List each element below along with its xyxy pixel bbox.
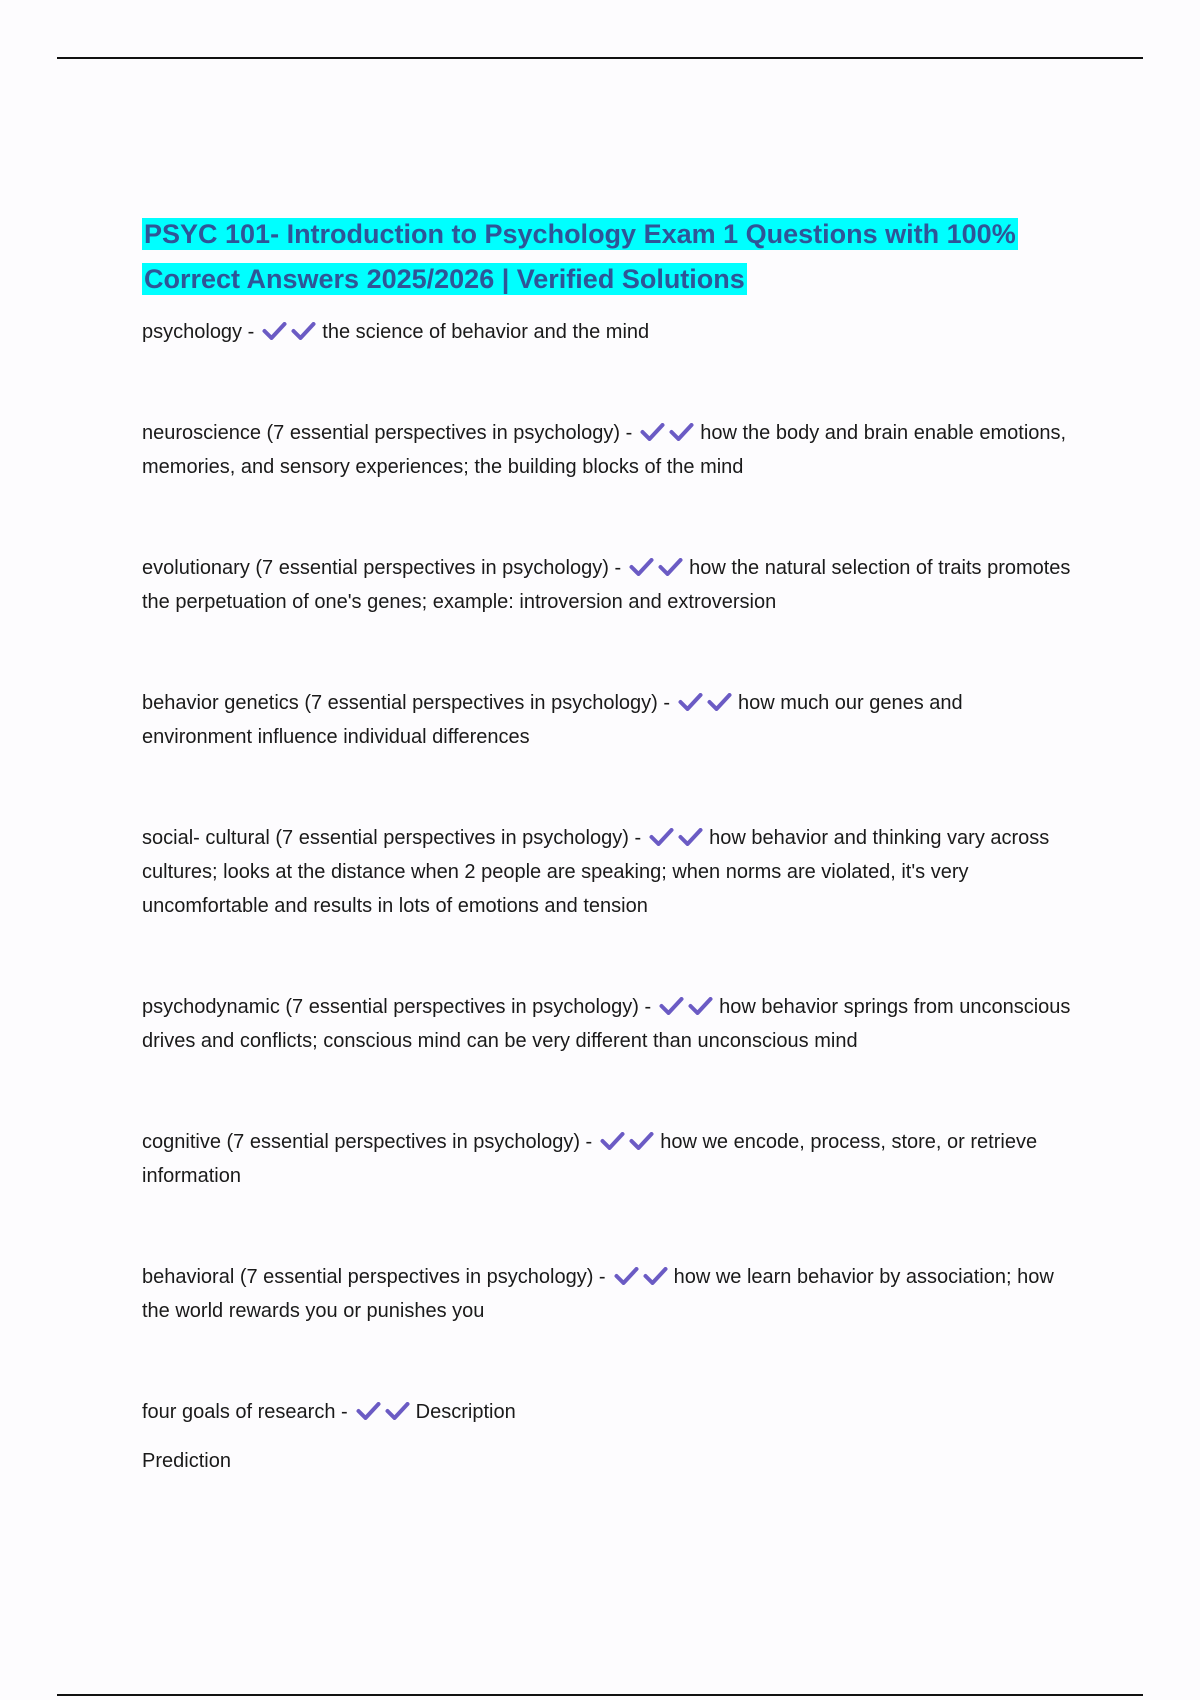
term: social- cultural (7 essential perspectives in psychology) - [142,827,642,849]
definition-continued: Prediction [142,1450,231,1472]
definition: how the body and brain enable emotions, memories, and sensory experiences; the building blocks of the mind [142,422,1067,478]
term: evolutionary (7 essential perspectives in psychology) - [142,557,622,579]
checkmark-icon [600,1132,625,1150]
definition: how we learn behavior by association; how the world rewards you or punishes you [142,1266,1054,1322]
definition: how behavior and thinking vary across cultures; looks at the distance when 2 people are speaking; when norms are violated, it's very uncomfortable and results in lots of emotions and tension [142,827,1050,917]
checkmarks [638,422,696,444]
qa-entry [142,1125,1072,1193]
checkmarks [647,827,705,849]
checkmark-icon [658,558,683,576]
qa-line [142,821,1072,923]
term: neuroscience (7 essential perspectives in psychology) - [142,422,633,444]
checkmark-icon [356,1402,381,1420]
checkmarks [627,557,685,579]
checkmark-icon [669,423,694,441]
term: cognitive (7 essential perspectives in psychology) - [142,1131,593,1153]
title-line-2: Correct Answers 2025/2026 | Verified Solutions [144,264,745,294]
checkmark-icon [688,997,713,1015]
qa-line [142,416,1072,484]
title-line-1: PSYC 101- Introduction to Psychology Exam 1 Questions with 100% [144,219,1016,249]
definition: how much our genes and environment influence individual differences [142,692,963,748]
checkmarks [260,321,318,343]
bottom-rule [57,1694,1143,1696]
checkmark-icon [678,693,703,711]
definition: Description [415,1401,516,1423]
qa-entry [142,1395,1072,1478]
definition: how behavior springs from unconscious drives and conflicts; conscious mind can be very different than unconscious mind [142,996,1071,1052]
definition: how the natural selection of traits promotes the perpetuation of one's genes; example: introversion and extroversion [142,557,1071,613]
qa-line [142,551,1072,619]
checkmark-icon [643,1267,668,1285]
term: behavior genetics (7 essential perspectives in psychology) - [142,692,671,714]
checkmark-icon [262,322,287,340]
qa-line [142,315,1072,349]
top-rule [57,57,1143,59]
checkmarks [354,1401,412,1423]
checkmark-icon [629,1132,654,1150]
checkmark-icon [649,828,674,846]
qa-entry [142,821,1072,923]
checkmark-icon [707,693,732,711]
qa-entry [142,416,1072,484]
checkmark-icon [614,1267,639,1285]
qa-line [142,1260,1072,1328]
qa-line [142,1395,1072,1429]
checkmarks [676,692,734,714]
definition: the science of behavior and the mind [322,321,650,343]
checkmark-icon [629,558,654,576]
document-body [142,212,1072,1478]
term: psychodynamic (7 essential perspectives in psychology) - [142,996,652,1018]
qa-entry [142,990,1072,1058]
checkmark-icon [678,828,703,846]
qa-line [142,686,1072,754]
qa-line [142,1125,1072,1193]
checkmark-icon [385,1402,410,1420]
checkmarks [598,1131,656,1153]
term: four goals of research - [142,1401,348,1423]
qa-entry [142,686,1072,754]
checkmark-icon [659,997,684,1015]
definition: how we encode, process, store, or retrieve information [142,1131,1038,1187]
checkmarks [612,1266,670,1288]
qa-entry [142,315,1072,349]
qa-line [142,990,1072,1058]
checkmark-icon [291,322,316,340]
qa-entry [142,551,1072,619]
document-title [142,212,1072,302]
term: psychology - [142,321,255,343]
qa-list [142,315,1072,1478]
term: behavioral (7 essential perspectives in psychology) - [142,1266,606,1288]
checkmarks [657,996,715,1018]
qa-entry [142,1260,1072,1328]
checkmark-icon [640,423,665,441]
